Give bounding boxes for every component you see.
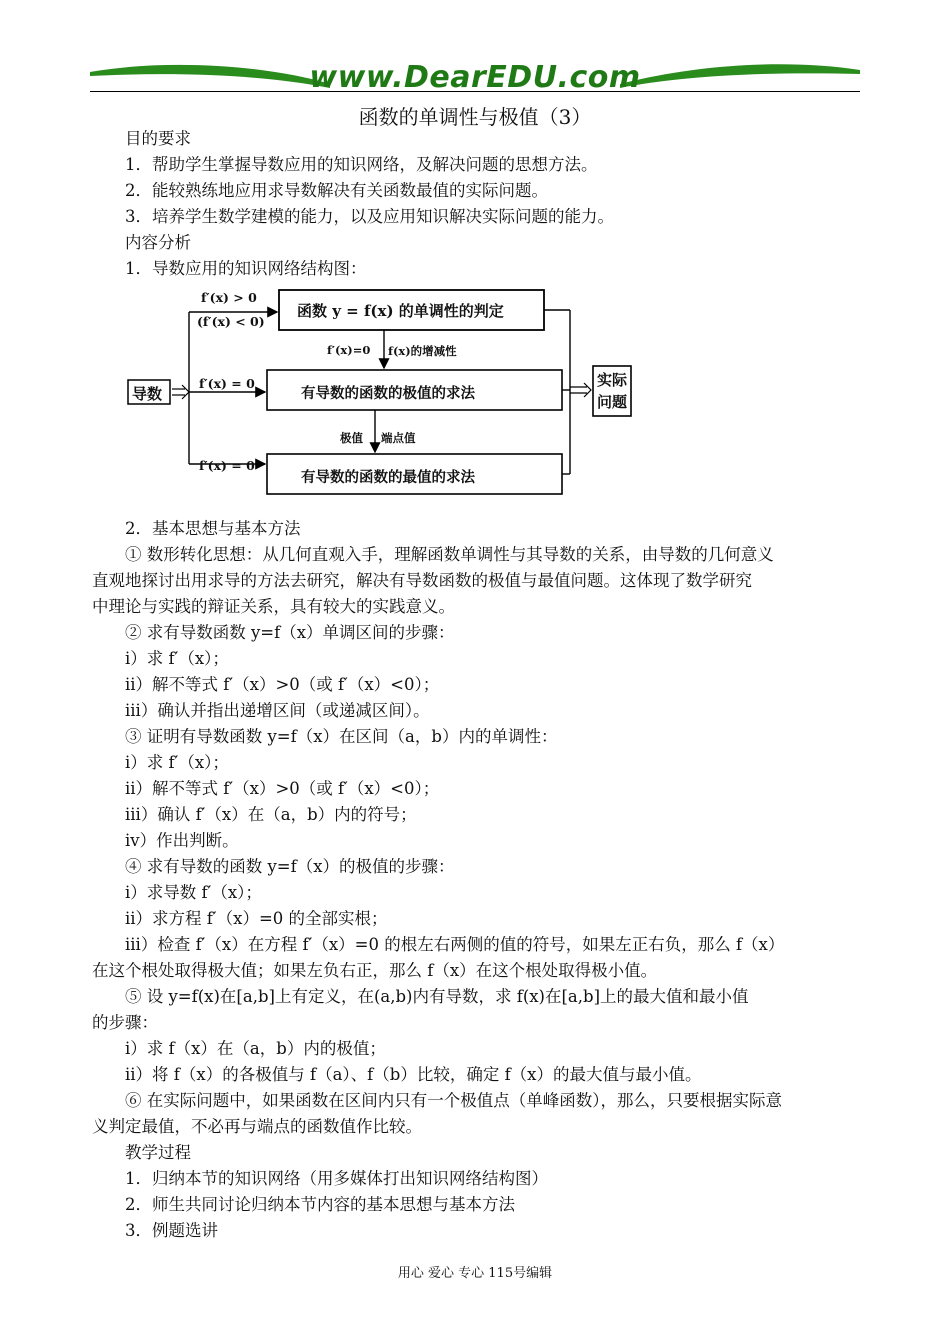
connector-label-left: f′(x)=0: [327, 343, 371, 357]
arrow-label-negative: (f′(x) < 0): [197, 314, 265, 329]
site-header: [0, 0, 950, 100]
text-line: iv）作出判断。: [125, 831, 239, 850]
text-line: ③ 证明有导数函数 y=f（x）在区间（a，b）内的单调性：: [125, 727, 558, 746]
site-logo-text: www.DearEDU.com: [309, 60, 641, 95]
text-line: 直观地探讨出用求导的方法去研究，解决有导数函数的极值与最值问题。这体现了数学研究: [92, 571, 752, 590]
text-line: i）求 f′（x）；: [125, 753, 229, 772]
text-line: 2．师生共同讨论归纳本节内容的基本思想与基本方法: [125, 1195, 515, 1214]
text-line: ⑤ 设 y=f(x)在[a,b]上有定义，在(a,b)内有导数，求 f(x)在[a,b]上的最大值和最小值: [125, 987, 749, 1006]
text-line: iii）确认 f′（x）在（a，b）内的符号；: [125, 805, 417, 824]
text-line: 3．培养学生数学建模的能力，以及应用知识解决实际问题的能力。: [125, 207, 614, 226]
text-line: iii）确认并指出递增区间（或递减区间）。: [125, 701, 430, 720]
text-line: ② 求有导数函数 y=f（x）单调区间的步骤：: [125, 623, 455, 642]
diagram-box-extremum: 有导数的函数的极值的求法: [301, 385, 475, 402]
document-title: 函数的单调性与极值（3）: [358, 105, 592, 129]
connector-label-left: 极值: [340, 431, 363, 445]
section-heading: 教学过程: [125, 1143, 191, 1162]
section-heading: 内容分析: [125, 233, 191, 252]
text-line: i）求 f（x）在（a，b）内的极值；: [125, 1039, 386, 1058]
text-line: ii）将 f（x）的各极值与 f（a）、f（b）比较，确定 f（x）的最大值与最小值。: [125, 1065, 702, 1084]
arrow-label-positive: f′(x) > 0: [201, 290, 257, 305]
text-line: i）求导数 f′（x）；: [125, 883, 262, 902]
text-line: 1．归纳本节的知识网络（用多媒体打出知识网络结构图）: [125, 1169, 548, 1188]
text-line: 中理论与实践的辩证关系，具有较大的实践意义。: [92, 597, 455, 616]
text-line: 在这个根处取得极大值；如果左负右正，那么 f（x）在这个根处取得极小值。: [92, 961, 658, 980]
text-line: iii）检查 f′（x）在方程 f′（x）=0 的根左右两侧的值的符号，如果左正右负，那么 f（x）: [125, 935, 785, 954]
text-line: ii）求方程 f′（x）=0 的全部实根；: [125, 909, 388, 928]
arrow-label-zero: f′(x) = 0: [199, 376, 255, 391]
arrow-label-zero: f′(x) = 0: [199, 458, 255, 473]
text-line: ⑥ 在实际问题中，如果函数在区间内只有一个极值点（单峰函数），那么，只要根据实际意: [125, 1091, 782, 1110]
text-line: 3．例题选讲: [125, 1221, 218, 1240]
knowledge-network-diagram: [125, 282, 640, 502]
text-line: ii）解不等式 f′（x）>0（或 f′（x）<0）；: [125, 675, 440, 694]
text-line: 2．基本思想与基本方法: [125, 519, 301, 538]
text-line: ④ 求有导数的函数 y=f（x）的极值的步骤：: [125, 857, 455, 876]
header-rule: [90, 91, 860, 92]
diagram-start-node: 导数: [132, 385, 163, 403]
text-line: 2．能较熟练地应用求导数解决有关函数最值的实际问题。: [125, 181, 548, 200]
diagram-box-monotonicity: 函数 y = f(x) 的单调性的判定: [297, 302, 504, 320]
text-line: i）求 f′（x）；: [125, 649, 229, 668]
section-heading: 目的要求: [125, 129, 191, 148]
text-line: ① 数形转化思想：从几何直观入手，理解函数单调性与其导数的关系，由导数的几何意义: [125, 545, 774, 564]
text-line: 1．帮助学生掌握导数应用的知识网络，及解决问题的思想方法。: [125, 155, 598, 174]
diagram-box-maxmin: 有导数的函数的最值的求法: [301, 469, 475, 486]
text-line: 义判定最值，不必再与端点的函数值作比较。: [92, 1117, 422, 1136]
connector-label-right: f(x)的增减性: [388, 344, 457, 358]
text-line: ii）解不等式 f′（x）>0（或 f′（x）<0）；: [125, 779, 440, 798]
text-line: 的步骤：: [92, 1013, 158, 1032]
text-line: 1．导数应用的知识网络结构图：: [125, 259, 367, 278]
page-footer: 用心 爱心 专心 115号编辑: [397, 1266, 553, 1281]
diagram-end-node: 实际问题: [596, 371, 627, 411]
connector-label-right: 端点值: [381, 431, 416, 445]
